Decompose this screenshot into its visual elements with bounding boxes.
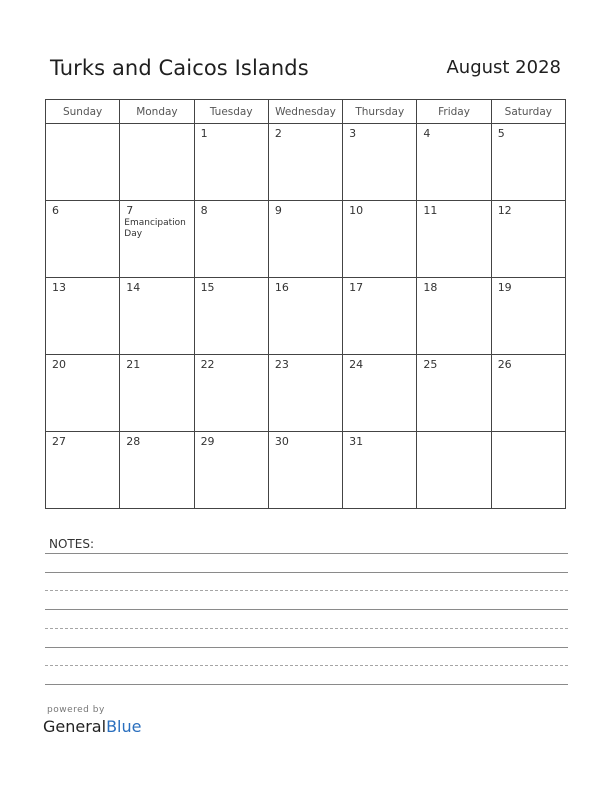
notes-line [45,684,568,685]
day-number: 7 [126,204,134,217]
calendar-week-row [46,355,566,432]
brand-general: General [43,717,107,736]
notes-line [45,609,568,610]
day-cell [268,124,342,201]
day-number: 1 [200,127,208,140]
day-cell [194,278,268,355]
day-number [417,432,490,435]
day-number: 19 [497,281,512,294]
day-number: 30 [274,435,289,448]
day-number: 23 [274,358,289,371]
day-number: 16 [274,281,289,294]
day-cell [343,278,417,355]
day-cell [491,201,565,278]
holiday-label: Emancipation Day [124,218,186,239]
day-cell [46,355,120,432]
calendar-week-row [46,432,566,509]
notes-line [45,647,568,648]
notes-line [45,628,568,629]
weekday-header: Friday [417,100,491,124]
day-number: 27 [52,435,66,448]
day-number: 22 [200,358,215,371]
notes-line [45,590,568,591]
day-cell [46,124,120,201]
day-number: 21 [126,358,141,371]
weekday-header: Saturday [491,100,565,124]
day-number: 18 [423,281,438,294]
day-number: 15 [200,281,215,294]
day-cell [417,355,491,432]
day-cell [194,124,268,201]
day-number [492,432,565,435]
day-cell [120,432,194,509]
day-number: 3 [349,127,357,140]
day-number: 11 [423,204,438,217]
day-cell [343,124,417,201]
day-number [46,124,119,127]
day-number: 8 [200,204,208,217]
notes-line [45,553,568,554]
day-number: 5 [497,127,505,140]
day-cell [417,432,491,509]
brand-blue: Blue [106,717,142,736]
day-cell [491,355,565,432]
day-cell [343,201,417,278]
brand-logo [43,717,141,736]
day-cell [120,201,194,278]
weekday-header: Thursday [343,100,417,124]
day-cell [417,201,491,278]
weekday-header: Tuesday [194,100,268,124]
day-cell [491,432,565,509]
notes-line [45,665,568,666]
day-number: 26 [497,358,512,371]
day-cell [417,124,491,201]
weekday-header: Sunday [46,100,120,124]
day-cell [46,432,120,509]
day-number [120,124,193,127]
notes-label: NOTES: [49,537,94,551]
day-cell [491,124,565,201]
day-cell [268,201,342,278]
day-number: 28 [126,435,141,448]
day-number: 10 [349,204,364,217]
day-cell [194,201,268,278]
weekday-header: Wednesday [268,100,342,124]
day-number: 24 [349,358,364,371]
day-number: 9 [274,204,282,217]
day-number: 4 [423,127,431,140]
day-cell [120,124,194,201]
day-cell [46,278,120,355]
day-number: 31 [349,435,364,448]
day-number: 13 [52,281,66,294]
day-cell [120,278,194,355]
day-cell [46,201,120,278]
day-number: 20 [52,358,66,371]
day-number: 17 [349,281,364,294]
day-cell [120,355,194,432]
day-cell [268,278,342,355]
calendar-week-row [46,278,566,355]
calendar-week-row [46,201,566,278]
day-number: 14 [126,281,141,294]
day-number: 25 [423,358,438,371]
powered-by-text: powered by [47,705,105,715]
month-label: August 2028 [446,57,561,78]
calendar-weeks [46,124,566,509]
day-number: 12 [497,204,512,217]
day-cell [194,355,268,432]
day-cell [417,278,491,355]
day-cell [343,432,417,509]
day-cell [194,432,268,509]
weekday-header-row [46,100,566,124]
calendar-grid [45,99,566,509]
day-cell [343,355,417,432]
day-cell [268,432,342,509]
day-cell [491,278,565,355]
day-number: 6 [52,204,59,217]
calendar-week-row [46,124,566,201]
day-cell [268,355,342,432]
notes-line [45,572,568,573]
calendar-title: Turks and Caicos Islands [50,56,309,80]
day-number: 2 [274,127,282,140]
weekday-header: Monday [120,100,194,124]
day-number: 29 [200,435,215,448]
